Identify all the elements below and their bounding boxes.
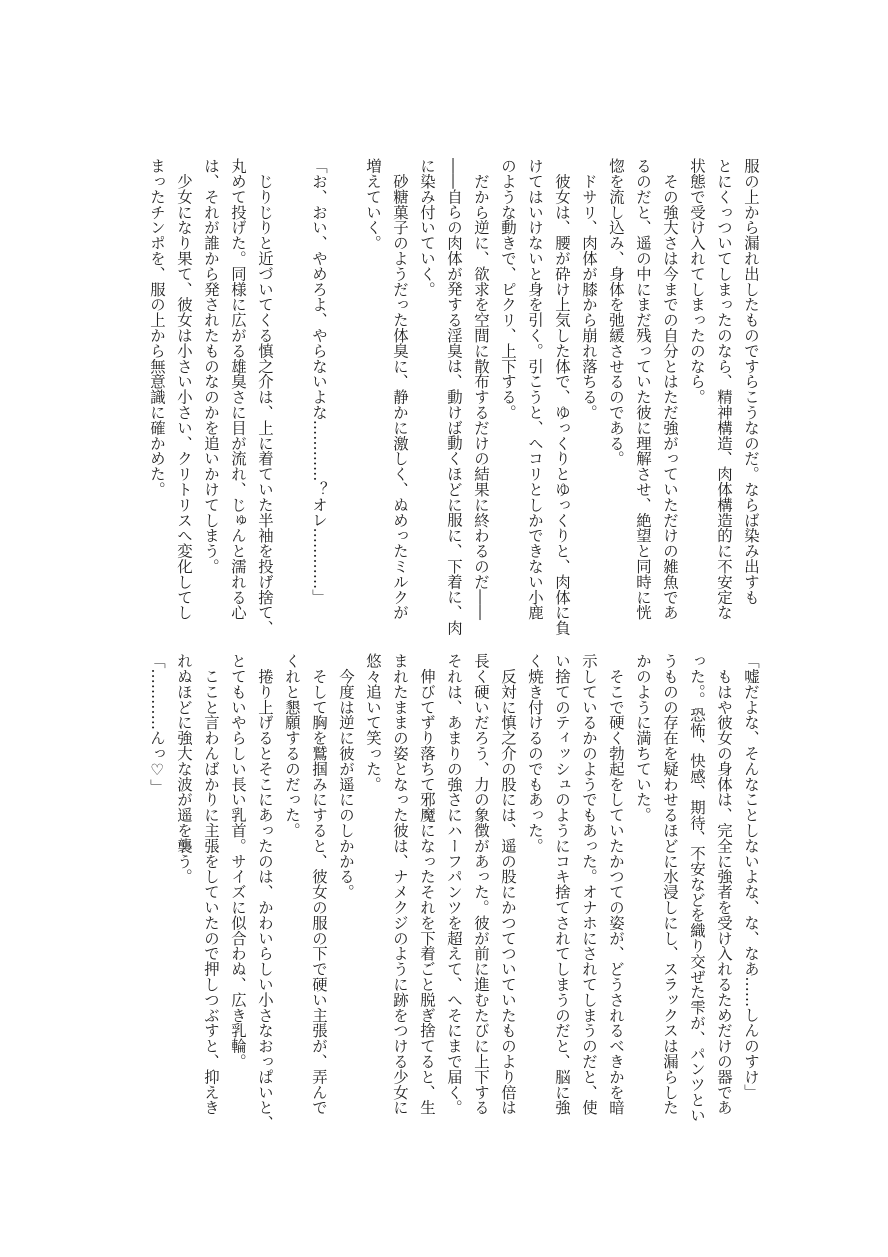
text-line: 反対に慎之介の股には、遥の股にかつてついていたものより倍は bbox=[499, 653, 517, 1115]
dialogue-line: 「お、おい、やめろよ、やらないよな…………？オレ…………」 bbox=[310, 158, 328, 605]
text-line: 示しているかのようでもあった。オナホにされてしまうのだと、使 bbox=[580, 653, 598, 1115]
text-line: 伸びてずり落ちて邪魔になったそれを下着ごと脱ぎ捨てると、生 bbox=[418, 653, 436, 1115]
text-line: 少女になり果て、彼女は小さい小さい、クリトリスへ変化してし bbox=[175, 158, 193, 620]
text-line: 砂糖菓子のようだった体臭に、静かに激しく、ぬめったミルクが bbox=[391, 158, 409, 620]
text-line: るのだと、遥の中にまだ残っていた彼に理解させ、絶望と同時に恍 bbox=[634, 158, 652, 620]
text-line: ドサリ、肉体が膝から崩れ落ちる。 bbox=[580, 158, 598, 420]
text-line: うものの存在を疑わせるほどに水浸しにし、スラックスは漏らした bbox=[661, 653, 679, 1115]
text-block-upper bbox=[143, 158, 764, 636]
text-line: ――自らの肉体が発する淫臭は、動けば動くほどに服に、下着に、肉 bbox=[445, 158, 463, 636]
text-line: まったチンポを、服の上から無意識に確かめた。 bbox=[148, 158, 166, 497]
text-line: そして胸を鷲掴みにすると、彼女の服の下で硬い主張が、弄んで bbox=[310, 653, 328, 1115]
dialogue-line: 「嘘だよな、そんなことしないよな、な、なあ……しんのすけ」 bbox=[742, 653, 760, 1100]
text-line: 服の上から漏れ出したものですらこうなのだ。ならば染み出すも bbox=[742, 158, 760, 605]
text-line: それは、あまりの強さにハーフパンツを超えて、へそにまで届く。 bbox=[445, 653, 463, 1115]
text-line: まれたままの姿となった彼は、ナメクジのように跡をつける少女に bbox=[391, 653, 409, 1115]
text-line: 増えていく。 bbox=[364, 158, 382, 251]
text-line: けてはいけないと身を引く。引こうと、ヘコリとしかできない小鹿 bbox=[526, 158, 544, 620]
text-line: とてもいやらしい長い乳首。サイズに似合わぬ、広き乳輪。 bbox=[229, 653, 247, 1069]
text-line: 惚を流し込み、身体を弛緩させるのである。 bbox=[607, 158, 625, 466]
text-line: に染み付いていく。 bbox=[418, 158, 436, 297]
text-line: のような動きで、ピクリ、上下する。 bbox=[499, 158, 517, 420]
text-line: だから逆に、欲求を空間に散布するだけの結果に終わるのだ―― bbox=[472, 158, 490, 620]
text-line: 彼女は、腰が砕け上気した体で、ゆっくりとゆっくりと、肉体に負 bbox=[553, 158, 571, 636]
blank-line bbox=[332, 158, 359, 594]
text-line: れぬほどに強大な波が遥を襲う。 bbox=[175, 653, 193, 884]
text-line: もはや彼女の身体は、完全に強者を受け入れるためだけの器であ bbox=[715, 653, 733, 1115]
text-line: その強大さは今までの自分とはただ強がっていただけの雑魚であ bbox=[661, 158, 679, 620]
text-line: 丸めて投げた。同様に広がる雄臭さに目が流れ、じゅんと濡れる心 bbox=[229, 158, 247, 620]
blank-line bbox=[278, 158, 305, 594]
text-line: った。。恐怖、快感、期待、不安などを織り交ぜた雫が、パンツとい bbox=[688, 653, 706, 1123]
dialogue-line: 「…………んっ♡」 bbox=[148, 653, 166, 795]
text-line: くれと懇願するのだった。 bbox=[283, 653, 301, 838]
text-line: 長く硬いだろう、力の象徴があった。彼が前に進むたびに上下する bbox=[472, 653, 490, 1115]
text-block-lower bbox=[143, 653, 764, 1131]
text-line: は、それが誰から発されたものなのかを追いかけてしまう。 bbox=[202, 158, 220, 574]
text-line: い捨てのティッシュのようにコキ捨てされてしまうのだと、脳に強 bbox=[553, 653, 571, 1115]
text-line: かのように満ちていた。 bbox=[634, 653, 652, 823]
text-line: く焼き付けるのでもあった。 bbox=[526, 653, 544, 854]
text-line: ここと言わんばかりに主張をしていたので押しつぶすと、抑えき bbox=[202, 653, 220, 1115]
text-line: とにくっついてしまったのなら、精神構造、肉体構造的に不安定な bbox=[715, 158, 733, 620]
text-line: 悠々追いて笑った。 bbox=[364, 653, 382, 792]
text-line: そこで硬く勃起をしていたかつての姿が、どうされるべきかを暗 bbox=[607, 653, 625, 1115]
text-line: じりじりと近づいてくる慎之介は、上に着ていた半袖を投げ捨て、 bbox=[256, 158, 274, 636]
text-line: 状態で受け入れてしまったのなら。 bbox=[688, 158, 706, 405]
text-line: 今度は逆に彼が遥にのしかかる。 bbox=[337, 653, 355, 900]
text-line: 捲り上げるとそこにあったのは、かわいらしい小さなおっぱいと、 bbox=[256, 653, 274, 1131]
